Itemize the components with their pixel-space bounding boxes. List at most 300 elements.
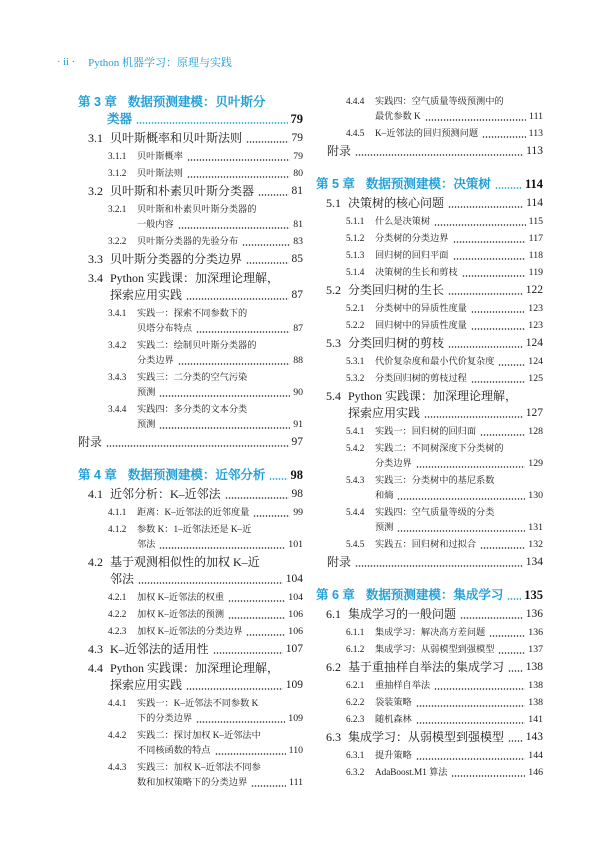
page-number: 113 [526, 145, 543, 157]
entry-title-text: 预测 [375, 522, 394, 532]
entry-line [137, 624, 303, 639]
toc-entry-subsection [316, 371, 543, 386]
dot-leader [460, 617, 523, 619]
entry-title-text: 不同核函数的特点 [137, 745, 211, 755]
entry-title-text: 集成学习的一般问题 [348, 607, 457, 621]
entry-line [316, 587, 543, 604]
dot-leader [416, 705, 526, 707]
page-number: 99 [293, 507, 303, 518]
entry-title [110, 251, 303, 268]
toc-entry-subsection [316, 424, 543, 439]
toc-entry-subsection [78, 696, 303, 726]
entry-title [137, 505, 303, 520]
entry-title [110, 641, 303, 658]
page-number: 90 [293, 387, 303, 398]
entry-line [375, 678, 543, 693]
entry-number: 6.2.1 [346, 680, 365, 690]
toc-entry-subsection [316, 94, 543, 124]
entry-title-text: Python 实践课：加深理论理解， [348, 389, 518, 403]
entry-title-text: 下的分类边界 [137, 713, 193, 723]
entry-title [110, 130, 303, 147]
page-number: 79 [291, 132, 303, 144]
entry-title-text: 实践三：加权 K–近邻法不同参 [137, 762, 261, 772]
dot-leader [471, 311, 525, 313]
entry-title [375, 214, 543, 229]
entry-line [137, 537, 303, 552]
toc-entry-subsection [316, 505, 543, 535]
toc-entry-chapter [78, 467, 303, 484]
dot-leader [258, 194, 288, 196]
page-number: 98 [291, 488, 303, 500]
dot-leader [159, 427, 290, 429]
entry-title [375, 94, 543, 124]
entry-number: 6.1 [326, 607, 341, 621]
page-number: 127 [525, 407, 543, 419]
entry-number: 4.2.2 [108, 609, 127, 619]
entry-title-text: 实践四：多分类的文本分类 [137, 404, 248, 414]
toc-entry-subsection [316, 318, 543, 333]
page-marker: · ii · [57, 57, 76, 68]
dot-leader [196, 331, 290, 333]
entry-line [137, 607, 303, 622]
page-number: 107 [285, 643, 303, 655]
toc-entry-section [316, 659, 543, 676]
dot-leader [138, 582, 283, 584]
entry-line [110, 287, 303, 304]
page-number: 132 [528, 539, 543, 550]
entry-title-text: 数据预测建模：近邻分析 [127, 468, 266, 482]
entry-title [375, 537, 543, 552]
toc-entry-section [316, 729, 543, 746]
entry-line [137, 370, 303, 385]
page-number: 144 [528, 750, 543, 761]
entry-line [110, 571, 303, 588]
entry-title-text: 最优参数 K [375, 111, 421, 121]
dot-leader [186, 688, 283, 690]
dot-leader [355, 565, 523, 567]
entry-title-text: 分类回归树的剪枝过程 [375, 373, 467, 383]
page-number: 143 [525, 731, 543, 743]
dot-leader [480, 434, 525, 436]
entry-title [348, 388, 543, 422]
entry-number: 3.1 [88, 131, 103, 145]
page-number: 138 [525, 661, 543, 673]
page-number: 138 [528, 697, 543, 708]
entry-title-text: 探索应用实践 [110, 288, 183, 302]
entry-line [348, 335, 543, 352]
entry-line [110, 554, 303, 571]
toc-entry-subsection [316, 695, 543, 710]
entry-title [375, 318, 543, 333]
page-number: 123 [528, 303, 543, 314]
entry-number: 3.4.3 [108, 372, 127, 382]
entry-line [375, 441, 543, 456]
dot-leader [225, 497, 289, 499]
toc-entry-subsection [316, 748, 543, 763]
entry-number: 4.2.3 [108, 626, 127, 636]
entry-title-text: K–近邻法的适用性 [110, 642, 209, 656]
entry-line [137, 417, 303, 432]
page-number: 81 [293, 219, 303, 230]
entry-title [137, 728, 303, 758]
entry-line [375, 765, 543, 780]
dot-leader [187, 159, 290, 161]
entry-title [375, 473, 543, 503]
entry-number: 3.2 [88, 184, 103, 198]
entry-title [327, 143, 543, 160]
entry-line [375, 109, 543, 124]
entry-title-text: 实践二：不同树深度下分类树的 [375, 443, 504, 453]
entry-title [110, 270, 303, 304]
toc-entry-chapter [316, 587, 543, 604]
entry-title [137, 338, 303, 368]
entry-title-text: K–近邻法的回归预测问题 [375, 128, 479, 138]
dot-leader [471, 328, 525, 330]
entry-number: 6.3.1 [346, 750, 365, 760]
entry-title-text: 基于观测相似性的加权 K–近 [110, 555, 260, 569]
entry-title-text: 实践三：二分类的空气污染 [137, 372, 248, 382]
entry-line [375, 748, 543, 763]
dot-leader [187, 176, 290, 178]
page-number: 111 [289, 777, 303, 788]
dot-leader [462, 275, 526, 277]
dot-leader [213, 652, 283, 654]
entry-number: 第 6 章 [316, 588, 355, 602]
entry-title-text: 探索应用实践 [110, 678, 183, 692]
entry-line [78, 111, 303, 128]
page-number: 113 [528, 128, 543, 139]
dot-leader [451, 775, 525, 777]
dot-leader [507, 598, 521, 600]
entry-line [137, 321, 303, 336]
entry-title-text: 实践一：回归树的回归面 [375, 426, 477, 436]
entry-line [375, 94, 543, 109]
dot-leader [498, 364, 525, 366]
entry-title-text: 邻法 [137, 539, 156, 549]
entry-number: 3.2.2 [108, 236, 127, 246]
toc-entry-subsection [316, 248, 543, 263]
entry-title [348, 335, 543, 352]
entry-title [375, 748, 543, 763]
page-number: 106 [288, 626, 303, 637]
entry-line [137, 306, 303, 321]
dot-leader [425, 119, 526, 121]
dot-leader [228, 600, 285, 602]
toc-entry-appendix [316, 554, 543, 571]
dot-leader [178, 363, 290, 365]
entry-line [137, 522, 303, 537]
page-number: 97 [291, 436, 303, 448]
entry-title [375, 441, 543, 471]
entry-title [348, 195, 543, 212]
dot-leader [448, 346, 523, 348]
entry-line [375, 231, 543, 246]
entry-number: 3.1.1 [108, 151, 127, 161]
entry-title-text: 数据预测建模：贝叶斯分 [127, 95, 266, 109]
entry-line [375, 695, 543, 710]
dot-leader [251, 785, 286, 787]
toc-entry-subsection [316, 642, 543, 657]
entry-line [110, 677, 303, 694]
entry-title-text: 探索应用实践 [348, 406, 421, 420]
entry-title-text: 附录 [78, 435, 103, 449]
entry-number: 5.1 [326, 196, 341, 210]
toc-entry-section [78, 130, 303, 147]
page-number: 136 [525, 608, 543, 620]
toc-entry-chapter [316, 176, 543, 193]
page-number: 101 [288, 539, 303, 550]
dot-leader [480, 547, 525, 549]
page-number: 106 [288, 609, 303, 620]
entry-title [348, 729, 543, 746]
entry-line [137, 505, 303, 520]
page-number: 81 [291, 185, 303, 197]
entry-title-text: 数据预测建模：决策树 [365, 177, 491, 191]
toc-entry-subsection [78, 607, 303, 622]
toc-entry-subsection [316, 214, 543, 229]
toc-entry-subsection [78, 522, 303, 552]
toc-entry-subsection [316, 265, 543, 280]
entry-number: 3.1.2 [108, 168, 127, 178]
entry-title-text: 邻法 [110, 572, 135, 586]
toc-entry-subsection [78, 234, 303, 249]
page-number: 129 [528, 458, 543, 469]
entry-title-text: 实践二：绘制贝叶斯分类器的 [137, 340, 257, 350]
dot-leader [482, 136, 526, 138]
entry-title [375, 354, 543, 369]
page-number: 124 [525, 337, 543, 349]
entry-line [375, 473, 543, 488]
dot-leader [495, 187, 522, 189]
entry-line [316, 176, 543, 193]
entry-title-text: 预测 [137, 419, 156, 429]
dot-leader [355, 154, 523, 156]
entry-line [110, 183, 303, 200]
entry-title-text: 附录 [327, 144, 352, 158]
toc-entry-subsection [316, 625, 543, 640]
entry-title-text: 集成学习：解决高方差问题 [375, 627, 486, 637]
entry-line [375, 265, 543, 280]
page-number: 123 [528, 320, 543, 331]
entry-line [348, 729, 543, 746]
page-number: 136 [528, 627, 543, 638]
toc-entry-subsection [78, 202, 303, 232]
entry-line [137, 590, 303, 605]
entry-line [375, 505, 543, 520]
page-number: 135 [524, 588, 543, 602]
dot-leader [416, 466, 526, 468]
entry-number: 5.4.3 [346, 475, 365, 485]
entry-line [78, 434, 303, 451]
entry-line [375, 488, 543, 503]
toc-entry-subsection [78, 505, 303, 520]
toc-entry-subsection [78, 624, 303, 639]
page-number: 104 [285, 573, 303, 585]
page-number: 80 [293, 168, 303, 179]
entry-title [375, 248, 543, 263]
entry-title-text: 加权 K–近邻法的权重 [137, 592, 225, 602]
entry-line [137, 353, 303, 368]
entry-number: 5.4.2 [346, 443, 365, 453]
page-number: 117 [528, 233, 543, 244]
entry-title [375, 265, 543, 280]
entry-number: 5.3.1 [346, 356, 365, 366]
entry-title [375, 371, 543, 386]
entry-number: 3.3 [88, 252, 103, 266]
entry-number: 6.1.2 [346, 644, 365, 654]
entry-number: 5.2 [326, 283, 341, 297]
entry-number: 5.1.4 [346, 267, 365, 277]
entry-title [375, 712, 543, 727]
entry-line [348, 282, 543, 299]
entry-title-text: 代价复杂度和最小代价复杂度 [375, 356, 495, 366]
entry-title [375, 301, 543, 316]
dot-leader [269, 478, 287, 480]
entry-title [327, 554, 543, 571]
toc-entry-subsection [78, 728, 303, 758]
entry-line [137, 217, 303, 232]
toc-entry-section [78, 641, 303, 658]
entry-title-text: 贝叶斯概率 [137, 151, 183, 161]
toc-entry-subsection [316, 765, 543, 780]
page-number: 98 [290, 468, 303, 482]
entry-line [348, 388, 543, 405]
entry-line [375, 456, 543, 471]
entry-number: 第 3 章 [78, 95, 117, 109]
entry-line [137, 402, 303, 417]
toc-entry-subsection [316, 678, 543, 693]
page-number: 114 [524, 177, 543, 191]
entry-number: 第 4 章 [78, 468, 117, 482]
entry-line [78, 94, 303, 111]
entry-number: 6.3.2 [346, 767, 365, 777]
page-number: 124 [528, 356, 543, 367]
entry-title-text: 和熵 [375, 490, 394, 500]
entry-title-text: 分类回归树的剪枝 [348, 336, 445, 350]
entry-number: 5.1.3 [346, 250, 365, 260]
entry-title-text: 加权 K–近邻法的分类边界 [137, 626, 243, 636]
toc-entry-section [316, 195, 543, 212]
entry-number: 5.2.1 [346, 303, 365, 313]
toc-entry-section [78, 251, 303, 268]
entry-line [110, 251, 303, 268]
entry-title [375, 625, 543, 640]
entry-title [137, 234, 303, 249]
entry-title-text: 随机森林 [375, 714, 412, 724]
dot-leader [186, 298, 288, 300]
toc-entry-subsection [316, 354, 543, 369]
entry-title-text: 实践一：K–近邻法不同参数 K [137, 698, 259, 708]
page-number: 137 [528, 644, 543, 655]
dot-leader [453, 241, 526, 243]
entry-title-text: 实践四：空气质量等级的分类 [375, 507, 495, 517]
entry-number: 5.3 [326, 336, 341, 350]
entry-title-text: Python 实践课：加深理论理解， [110, 271, 280, 285]
entry-title-text: 近邻分析：K–近邻法 [110, 487, 221, 501]
entry-line [110, 486, 303, 503]
entry-title-text: 贝叶斯分类器的先验分布 [137, 236, 239, 246]
toc-entry-appendix [78, 434, 303, 451]
entry-number: 3.4 [88, 271, 103, 285]
entry-title-text: 参数 K：1–近邻法还是 K–近 [137, 524, 252, 534]
page-number: 128 [528, 426, 543, 437]
entry-title [375, 231, 543, 246]
entry-title-text: 回归树的回归平面 [375, 250, 449, 260]
entry-line [110, 641, 303, 658]
entry-title [110, 660, 303, 694]
page-number: 79 [290, 112, 303, 126]
entry-line [348, 195, 543, 212]
toc-entry-section [316, 388, 543, 422]
page-number: 87 [291, 289, 303, 301]
page-number: 130 [528, 490, 543, 501]
entry-title-text: 实践五：回归树和过拟合 [375, 539, 477, 549]
entry-line [137, 202, 303, 217]
entry-line [137, 775, 303, 790]
entry-number: 6.3 [326, 730, 341, 744]
entry-title [375, 642, 543, 657]
toc-entry-subsection [78, 590, 303, 605]
entry-title-text: 决策树的核心问题 [348, 196, 445, 210]
entry-line [375, 625, 543, 640]
entry-number: 4.4.4 [346, 96, 365, 106]
toc-entry-subsection [316, 473, 543, 503]
dot-leader [178, 227, 290, 229]
entry-title-text: 类器 [107, 112, 133, 126]
toc-column-left [78, 94, 303, 790]
entry-title-text: 基于重抽样自举法的集成学习 [348, 660, 505, 674]
entry-title-text: 集成学习：从弱模型到强模型 [375, 644, 495, 654]
entry-number: 4.4.2 [108, 730, 127, 740]
dot-leader [397, 498, 525, 500]
entry-title [348, 606, 543, 623]
dot-leader [253, 515, 290, 517]
toc-entry-section [316, 282, 543, 299]
running-header [57, 55, 232, 71]
entry-line [375, 537, 543, 552]
entry-title-text: 附录 [327, 555, 352, 569]
dot-leader [397, 530, 525, 532]
entry-line [348, 405, 543, 422]
entry-title [137, 202, 303, 232]
entry-title-text: 分类边界 [375, 458, 412, 468]
entry-title [137, 306, 303, 336]
entry-line [327, 143, 543, 160]
entry-number: 3.4.2 [108, 340, 127, 350]
entry-number: 6.2.2 [346, 697, 365, 707]
dot-leader [448, 206, 523, 208]
entry-title-text: 数据预测建模：集成学习 [365, 588, 504, 602]
entry-title [348, 659, 543, 676]
entry-number: 3.4.1 [108, 308, 127, 318]
entry-line [137, 728, 303, 743]
toc-entry-appendix [316, 143, 543, 160]
entry-title-text: 实践三：分类树中的基尼系数 [375, 475, 495, 485]
dot-leader [416, 758, 526, 760]
entry-line [137, 338, 303, 353]
page-number: 119 [528, 267, 543, 278]
dot-leader [242, 244, 290, 246]
entry-title [375, 695, 543, 710]
entry-title [375, 765, 543, 780]
entry-title-text: 提升策略 [375, 750, 412, 760]
entry-title-text: 分类树中的异质性度量 [375, 303, 467, 313]
entry-line [375, 642, 543, 657]
page-number: 146 [528, 767, 543, 778]
entry-title-text: 分类树的分类边界 [375, 233, 449, 243]
entry-number: 4.4.1 [108, 698, 127, 708]
entry-title [110, 183, 303, 200]
